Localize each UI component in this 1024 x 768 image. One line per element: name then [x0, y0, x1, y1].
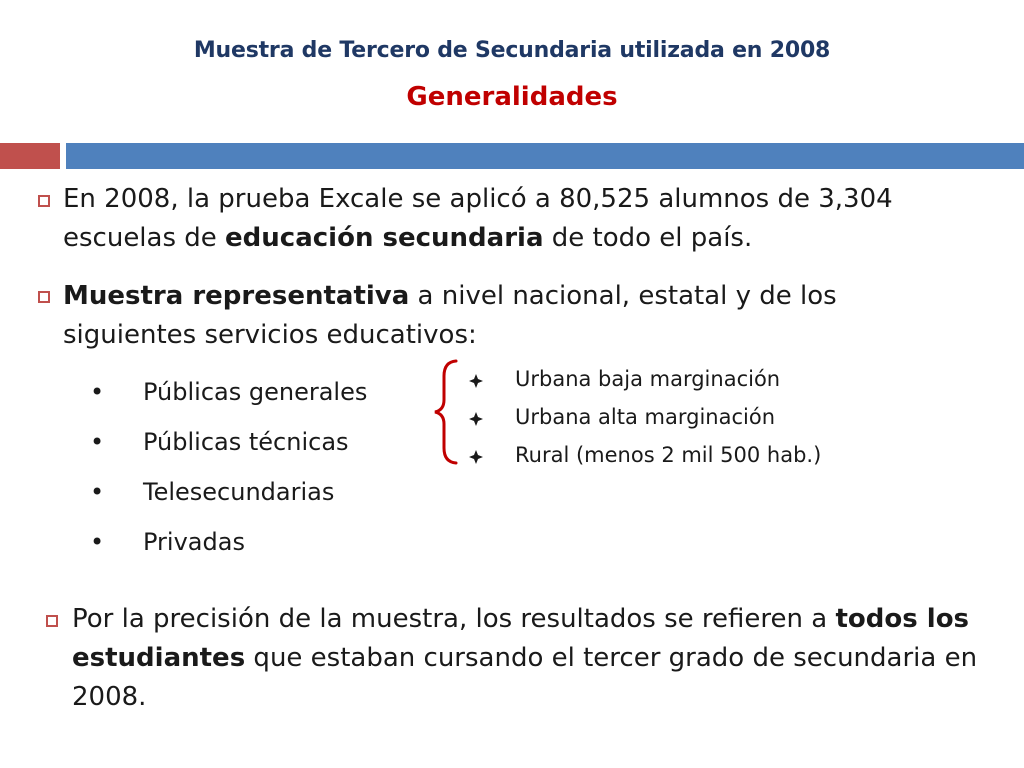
list-item — [466, 400, 821, 438]
list-item — [90, 422, 367, 472]
list-item-label: Urbana alta marginación — [515, 405, 776, 429]
list-item — [466, 438, 821, 476]
paragraph-text: En 2008, la prueba Excale se aplicó a 80,525 alumnos de 3,304 escuelas de — [63, 184, 893, 253]
paragraph-bold: Muestra representativa — [63, 281, 410, 311]
list-item — [90, 472, 367, 522]
list-item-label: Telesecundarias — [143, 478, 335, 506]
list-item-label: Urbana baja marginación — [515, 367, 781, 391]
paragraph-text: a nivel nacional, estatal y de los siguientes servicios educativos: — [63, 281, 837, 350]
paragraph-bold: educación secundaria — [225, 223, 544, 253]
square-bullet-icon — [46, 615, 58, 627]
list-item — [90, 522, 367, 572]
list-item-label: Públicas técnicas — [143, 428, 349, 456]
diamond-bullet-icon — [469, 374, 483, 388]
paragraph-bold: todos los estudiantes — [72, 604, 970, 673]
diamond-bullet-icon — [469, 450, 483, 464]
square-bullet-icon — [38, 291, 50, 303]
paragraph-sample-size — [63, 180, 998, 258]
paragraph-text: que estaban cursando el tercer grado de secundaria en 2008. — [72, 643, 978, 712]
dot-bullet-icon: • — [90, 528, 105, 556]
list-item — [90, 372, 367, 422]
slide-subtitle: Generalidades — [406, 82, 618, 112]
paragraph-text: Por la precisión de la muestra, los resultados se refieren a — [72, 604, 836, 634]
dot-bullet-icon: • — [90, 428, 105, 456]
paragraph-representative — [63, 277, 963, 355]
list-item-label: Públicas generales — [143, 378, 368, 406]
header-bar-red — [0, 143, 60, 169]
list-item-label: Privadas — [143, 528, 245, 556]
strata-list — [466, 362, 821, 476]
services-list — [90, 372, 367, 572]
curly-brace-icon — [432, 358, 462, 466]
list-item-label: Rural (menos 2 mil 500 hab.) — [515, 443, 822, 467]
dot-bullet-icon: • — [90, 478, 105, 506]
square-bullet-icon — [38, 195, 50, 207]
paragraph-text: de todo el país. — [543, 223, 753, 253]
slide-title: Muestra de Tercero de Secundaria utilizada en 2008 — [193, 38, 831, 63]
dot-bullet-icon: • — [90, 378, 105, 406]
header-bar-blue — [66, 143, 1024, 169]
diamond-bullet-icon — [469, 412, 483, 426]
paragraph-precision — [72, 600, 1002, 717]
list-item — [466, 362, 821, 400]
